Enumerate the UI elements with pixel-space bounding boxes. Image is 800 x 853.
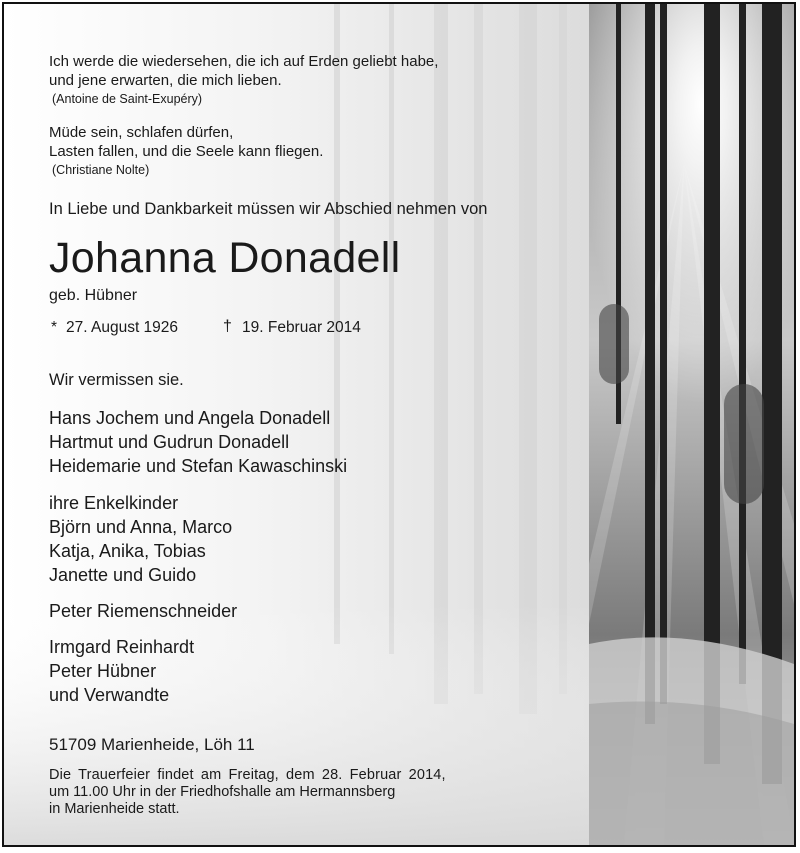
miss-text: Wir vermissen sie. <box>49 371 184 389</box>
address: 51709 Marienheide, Löh 11 <box>49 735 255 754</box>
death-symbol: † <box>223 318 232 335</box>
funeral-line-3: in Marienheide statt. <box>49 801 180 817</box>
family-member: Peter Riemenschneider <box>49 601 238 621</box>
quote-line-1: Ich werde die wiedersehen, die ich auf Erden geliebt habe, <box>49 53 439 70</box>
maiden-name: geb. Hübner <box>49 287 138 304</box>
family-member: Hartmut und Gudrun Donadell <box>49 432 290 452</box>
family-member: Heidemarie und Stefan Kawaschinski <box>49 456 348 476</box>
quote-author: (Christiane Nolte) <box>52 163 150 177</box>
quote-line-1: Müde sein, schlafen dürfen, <box>49 124 234 141</box>
relative-entry: Peter Hübner <box>49 661 157 681</box>
relative-entry: und Verwandte <box>49 685 170 705</box>
quote-line-2: Lasten fallen, und die Seele kann fliegen. <box>49 143 324 160</box>
obituary-text <box>4 4 794 845</box>
quote-line-2: und jene erwarten, die mich lieben. <box>49 72 282 89</box>
deceased-name: Johanna Donadell <box>49 234 401 282</box>
birth-symbol: * <box>51 319 58 336</box>
family-member: Hans Jochem und Angela Donadell <box>49 408 331 428</box>
relative-entry: Irmgard Reinhardt <box>49 637 195 657</box>
obituary-card <box>2 2 796 847</box>
intro-text: In Liebe und Dankbarkeit müssen wir Abschied nehmen von <box>49 200 488 218</box>
funeral-line-2: um 11.00 Uhr in der Friedhofshalle am Hermannsberg <box>49 784 396 800</box>
birth-date: 27. August 1926 <box>66 319 179 336</box>
quote-author: (Antoine de Saint-Exupéry) <box>52 92 203 106</box>
grandchild-entry: Katja, Anika, Tobias <box>49 541 206 561</box>
grandchildren-label: ihre Enkelkinder <box>49 493 179 513</box>
funeral-line-1: Die Trauerfeier findet am Freitag, dem 28. Februar 2014, <box>49 767 446 783</box>
death-date: 19. Februar 2014 <box>242 319 361 336</box>
grandchild-entry: Janette und Guido <box>49 565 197 585</box>
grandchild-entry: Björn und Anna, Marco <box>49 517 233 537</box>
